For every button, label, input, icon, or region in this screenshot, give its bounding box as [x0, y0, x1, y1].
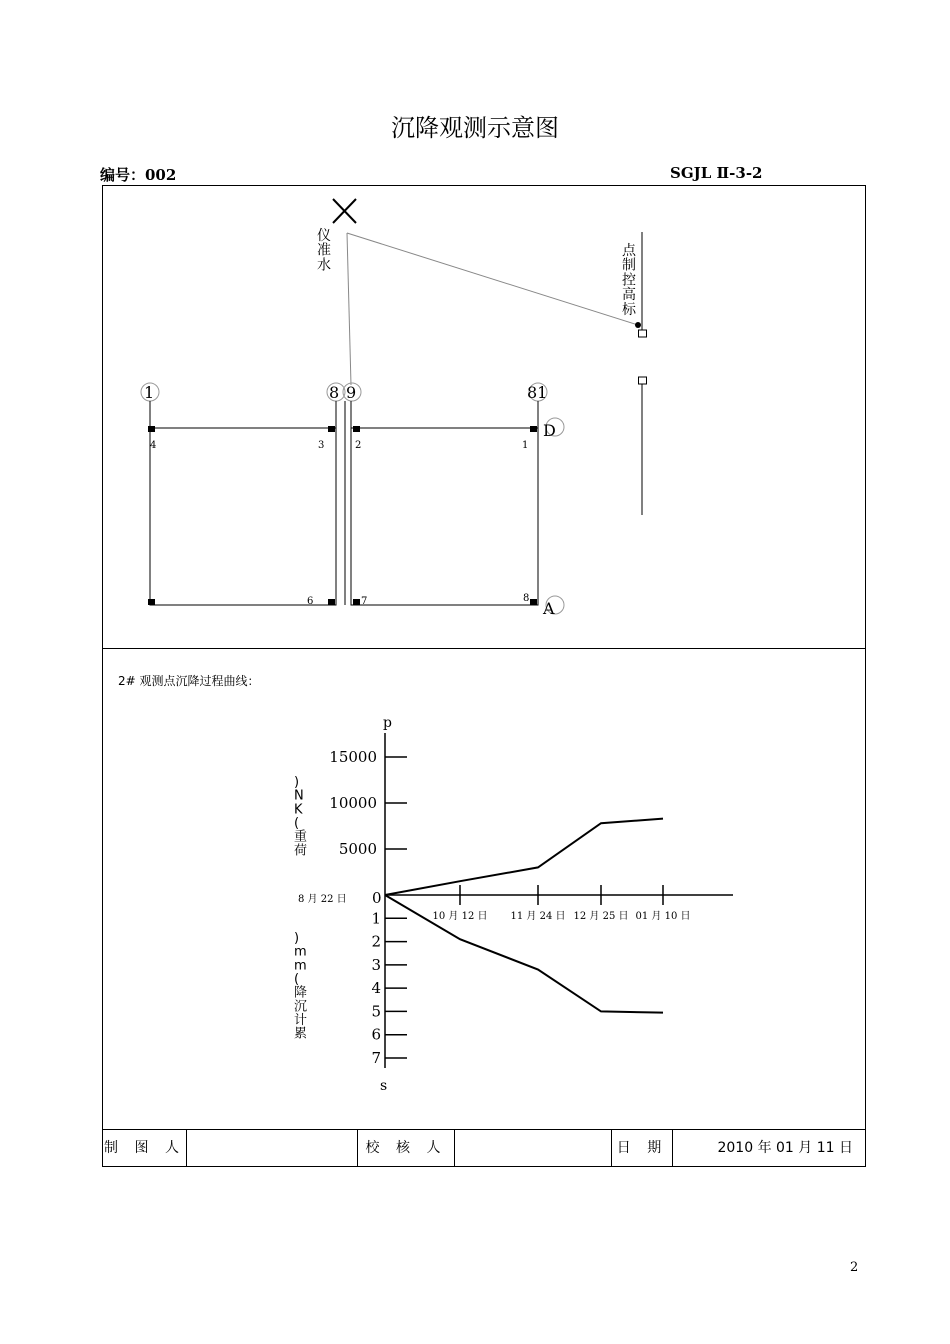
- date-value: 2010 年 01 月 11 日: [717, 1140, 853, 1156]
- zero-label: 0: [372, 889, 382, 907]
- settle-axis-label: ) m m (降沉计累: [294, 931, 308, 1042]
- date-label: 日 期: [616, 1140, 668, 1156]
- load-tick-label: 5000: [338, 840, 377, 858]
- settle-tick-label: 5: [371, 1002, 381, 1021]
- curve-title: 2# 观测点沉降过程曲线：: [118, 674, 260, 688]
- axis-label-1: 1: [144, 383, 155, 402]
- point-number: 8: [523, 593, 530, 604]
- load-curve: [385, 819, 663, 895]
- s-label: s: [380, 1078, 388, 1094]
- date-tick-label: 11 月 24 日: [510, 911, 566, 922]
- chart-axes: [385, 733, 733, 1068]
- point-number: 2: [355, 440, 362, 451]
- axis-label-81: 81: [527, 383, 548, 402]
- settle-tick-label: 7: [371, 1049, 381, 1067]
- load-tick-label: 15000: [329, 748, 377, 766]
- point-number: 6: [307, 596, 314, 607]
- instrument-label: 仪准水: [317, 228, 331, 274]
- point-number: 1: [522, 440, 529, 451]
- row-label-d: D: [543, 421, 556, 440]
- page-title: 沉降观测示意图: [391, 114, 559, 142]
- load-tick-label: 10000: [329, 794, 377, 812]
- benchmark-label: 点制控高标: [622, 243, 636, 318]
- point-number: 3: [318, 440, 325, 451]
- axis-label-9: 9: [346, 383, 357, 402]
- checker-label: 校 核 人: [365, 1140, 447, 1156]
- page-number: 2: [850, 1260, 859, 1275]
- serial-number: 编号：002: [100, 166, 177, 184]
- drawer-label: 制 图 人: [104, 1140, 185, 1156]
- settle-tick-label: 1: [371, 909, 381, 928]
- settle-tick-label: 2: [371, 932, 381, 951]
- checker-value: [455, 1129, 611, 1167]
- drawer-value: [187, 1129, 357, 1167]
- settle-tick-label: 6: [371, 1025, 381, 1044]
- settle-tick-label: 3: [371, 955, 381, 974]
- p-label: p: [383, 715, 392, 731]
- load-axis-label: ) N K (重荷: [294, 775, 308, 859]
- form-code: SGJL Ⅱ-3-2: [670, 164, 763, 182]
- settle-tick-label: 4: [371, 979, 381, 998]
- start-date-label: 8 月 22 日: [298, 894, 347, 905]
- point-number: 4: [150, 440, 157, 451]
- date-tick-label: 10 月 12 日: [432, 911, 488, 922]
- point-number: 7: [361, 596, 368, 607]
- axis-label-8: 8: [329, 383, 340, 402]
- date-tick-label: 01 月 10 日: [635, 911, 691, 922]
- chart-marks: [329, 748, 690, 1067]
- date-tick-label: 12 月 25 日: [573, 911, 629, 922]
- row-label-a: A: [543, 599, 555, 618]
